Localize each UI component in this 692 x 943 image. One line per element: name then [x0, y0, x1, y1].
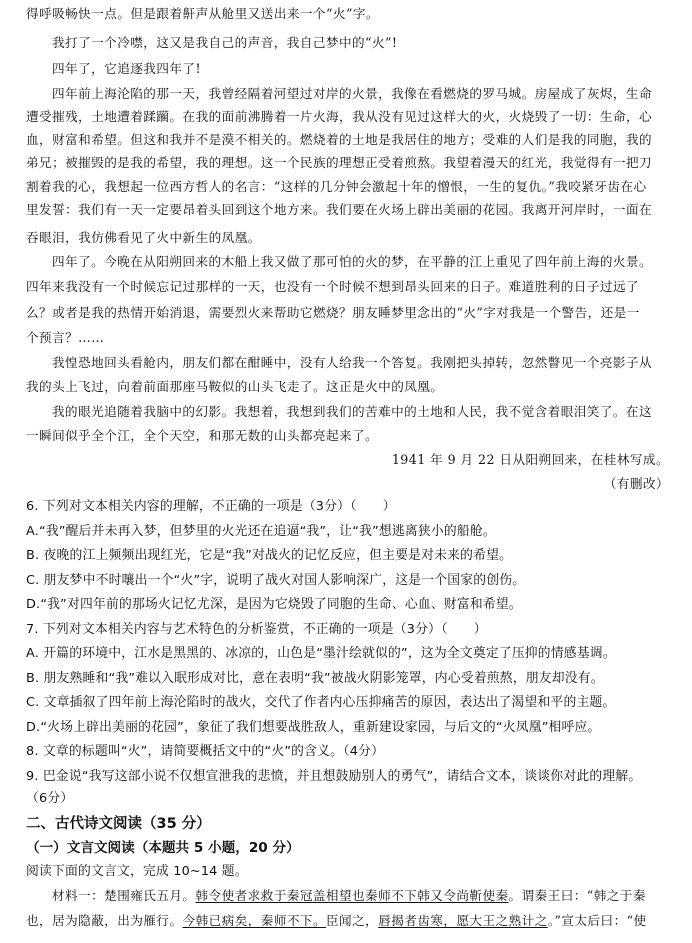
question-7: 7. 下列对文本相关内容与艺术特色的分析鉴赏，不正确的一项是（3分）（ ） — [26, 622, 487, 637]
passage-line: 血，财富和希望。但这和我并不是漠不相关的。燃烧着的土地是我居住的地方；受难的人们是我的同胞，我的 — [26, 132, 653, 147]
source-note: （有删改） — [603, 476, 669, 491]
classical-text-segment: 也，居为隐蔽，出为雁行。 — [26, 913, 183, 928]
passage-line: 我打了一个冷噤，这又是我自己的声音，我自己梦中的“火”! — [52, 35, 398, 50]
reading-instruction: 阅读下面的文言文，完成 10~14 题。 — [26, 864, 248, 879]
subsection-heading: （一）文言文阅读（本题共 5 小题，20 分） — [26, 840, 300, 856]
classical-text-segment: 材料一：楚围雍氏五月。 — [52, 888, 196, 903]
question-8: 8. 文章的标题叫“火”，请简要概括文中的“火”的含义。（4分） — [26, 744, 385, 759]
question-9-points: （6分） — [26, 791, 74, 806]
passage-line: 割着我的心，我想起一位西方哲人的名言：“这样的几分钟会激起十年的憎恨，一生的复仇。”我咬紧牙齿在心 — [26, 179, 647, 194]
classical-text-segment: 臣闻之， — [326, 913, 379, 928]
question-6-option-a: A.“我”醒后并未再入梦，但梦里的火光还在追逼“我”，让“我”想逃离狭小的船舱。 — [26, 524, 496, 539]
passage-line: 我的头上飞过，向着前面那座马鞍似的山头飞走了。这正是火中的凤凰。 — [26, 379, 444, 394]
passage-line: 四年了。今晚在从阳朔回来的木船上我又做了那可怕的火的梦，在平静的江上重见了四年前上海的火景。 — [52, 254, 653, 269]
section-heading: 二、古代诗文阅读（35 分） — [26, 816, 211, 832]
question-7-option-b: B. 朋友熟睡和“我”难以入眠形成对比，意在表明“我”被战火阴影笼罩，内心受着煎熬，朋友却没有。 — [26, 671, 604, 686]
question-6-option-b: B. 夜晚的江上频频出现红光，它是“我”对战火的记忆反应，但主要是对未来的希望。 — [26, 548, 513, 563]
classical-text-segment: 。谓秦王曰：“韩之于秦 — [508, 888, 646, 903]
passage-line: 四年了，它追逐我四年了! — [52, 61, 201, 76]
question-6: 6. 下列对文本相关内容的理解，不正确的一项是（3分）（ ） — [26, 499, 396, 514]
passage-line: 个预言？…… — [26, 330, 105, 345]
passage-line: 么？或者是我的热情开始消退，需要烈火来帮助它燃烧？朋友睡梦里念出的“火”字对我是一个警告，还是一 — [26, 305, 640, 320]
question-7-option-d: D.“火场上辟出美丽的花园”，象征了我们想要战胜敌人，重新建设家园，与后文的“火凤凰”相呼应。 — [26, 720, 601, 735]
passage-line: 四年前上海沦陷的那一天，我曾经隔着河望过对岸的火景，我像在看燃烧的罗马城。房屋成了灰烬，生命 — [52, 86, 653, 101]
passage-line: 我惶恐地回头看舱内，朋友们都在酣睡中，没有人给我一个答复。我刚把头掉转，忽然瞥见一个亮影子从 — [52, 355, 653, 370]
passage-line: 吞眼泪，我仿佛看见了火中新生的凤凰。 — [26, 230, 261, 245]
question-9: 9. 巴金说“我写这部小说不仅想宣泄我的悲愤，并且想鼓励别人的勇气”，请结合文本，谈谈你对此的理解。 — [26, 769, 642, 784]
question-7-option-c: C. 文章插叙了四年前上海沦陷时的战火，交代了作者内心压抑痛苦的原因，表达出了渴望和平的主题。 — [26, 695, 616, 710]
classical-text-line — [52, 886, 669, 906]
passage-line: 里发誓：我们有一天一定要昂着头回到这个地方来。我们要在火场上辟出美丽的花园。我离开河岸时，一面在 — [26, 202, 653, 217]
question-6-option-d: D.“我”对四年前的那场火记忆尤深，是因为它烧毁了同胞的生命、心血、财富和希望。 — [26, 597, 522, 612]
underlined-sentence: 唇揭者齿寒，愿大王之熟计之 — [378, 913, 548, 928]
passage-line: 我的眼光追随着我脑中的幻影。我想着，我想到我们的苦难中的土地和人民，我不觉含着眼泪笑了。在这 — [52, 404, 653, 419]
passage-line: 四年来我没有一个时候忘记过那样的一天，也没有一个时候不想到昂头回来的日子。难道胜利的日子过远了 — [26, 279, 640, 294]
underlined-sentence: 今韩已病矣，秦师不下。 — [182, 913, 327, 928]
classical-text-line — [26, 911, 669, 931]
question-6-option-c: C. 朋友梦中不时嚷出一个“火”字，说明了战火对国人影响深广，这是一个国家的创伤。 — [26, 573, 526, 588]
date-signature: 1941 年 9 月 22 日从阳朔回来，在桂林写成。 — [391, 452, 669, 467]
passage-line: 一瞬间似乎全个江，全个天空，和那无数的山头都亮起来了。 — [26, 428, 379, 443]
passage-line: 得呼吸畅快一点。但是跟着鼾声从舱里又送出来一个“火”字。 — [26, 6, 379, 21]
passage-line: 遭受摧残，土地遭着蹂躏。在我的面前沸腾着一片火海，我从没有见过这样大的火，火烧毁了一切：生命，心 — [26, 109, 653, 124]
passage-line: 弟兄；被摧毁的是我的希望，我的理想。这一个民族的理想正受着煎熬。我望着漫天的红光，我觉得有一把刀 — [26, 155, 653, 170]
question-7-option-a: A. 开篇的环境中，江水是黑黑的、冰凉的，山色是“墨汁绘就似的”，这为全文奠定了压抑的情感基调。 — [26, 646, 616, 661]
classical-text-segment: 。”宣太后曰：“使 — [547, 913, 647, 928]
underlined-sentence: 韩令使者求救于秦冠盖相望也秦师不下韩又令尚靳使秦 — [195, 888, 509, 903]
